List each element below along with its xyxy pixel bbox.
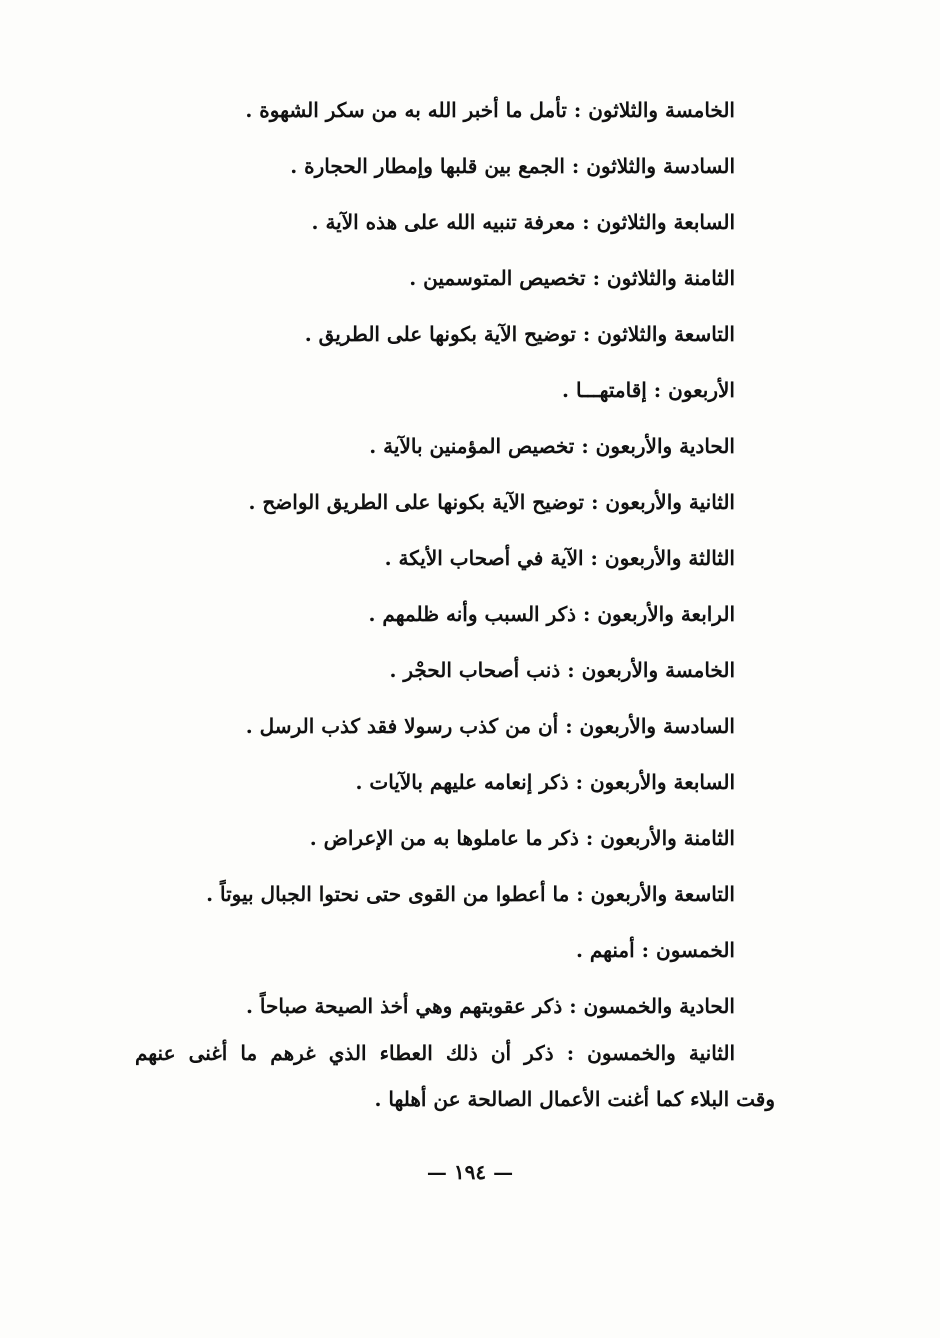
list-item: الثامنة والثلاثون : تخصيص المتوسمين . xyxy=(409,266,735,290)
list-item: الثالثة والأربعون : الآية في أصحاب الأيكة . xyxy=(384,546,735,570)
list-item: السابعة والثلاثون : معرفة تنبيه الله على هذه الآية . xyxy=(311,210,735,234)
list-item: الحادية والأربعون : تخصيص المؤمنين بالآية . xyxy=(369,434,735,458)
list-item: السادسة والأربعون : أن من كذب رسولا فقد كذب الرسل . xyxy=(245,714,735,738)
page-number: — ١٩٤ — xyxy=(426,1160,514,1184)
list-item: الخامسة والثلاثون : تأمل ما أخبر الله به من سكر الشهوة . xyxy=(245,98,735,122)
list-item: الرابعة والأربعون : ذكر السبب وأنه ظلمهم . xyxy=(368,602,735,626)
paragraph-continuation: وقت البلاء كما أغنت الأعمال الصالحة عن أهلها . xyxy=(374,1087,775,1111)
list-item: الحادية والخمسون : ذكر عقوبتهم وهي أخذ الصيحة صباحاً . xyxy=(245,994,735,1018)
list-item: التاسعة والأربعون : ما أعطوا من القوى حتى نحتوا الجبال بيوتاً . xyxy=(206,882,735,906)
list-item: الخمسون : أمنهم . xyxy=(575,938,735,962)
list-item: الثامنة والأربعون : ذكر ما عاملوها به من الإعراض . xyxy=(309,826,735,850)
list-item: الخامسة والأربعون : ذنب أصحاب الحجْر . xyxy=(389,658,735,682)
list-item: السابعة والأربعون : ذكر إنعامه عليهم بالآيات . xyxy=(355,770,735,794)
list-item: الثانية والأربعون : توضيح الآية بكونها على الطريق الواضح . xyxy=(248,490,735,514)
list-item: الأربعون : إقامتهـــا . xyxy=(562,378,735,402)
paragraph-first-line: الثانية والخمسون : ذكر أن ذلك العطاء الذي غرهم ما أغنى عنهم xyxy=(135,1041,735,1065)
final-paragraph xyxy=(135,1030,775,1122)
list-item: التاسعة والثلاثون : توضيح الآية بكونها على الطريق . xyxy=(304,322,735,346)
list-block xyxy=(175,82,735,1034)
list-item: السادسة والثلاثون : الجمع بين قلبها وإمطار الحجارة . xyxy=(290,154,735,178)
